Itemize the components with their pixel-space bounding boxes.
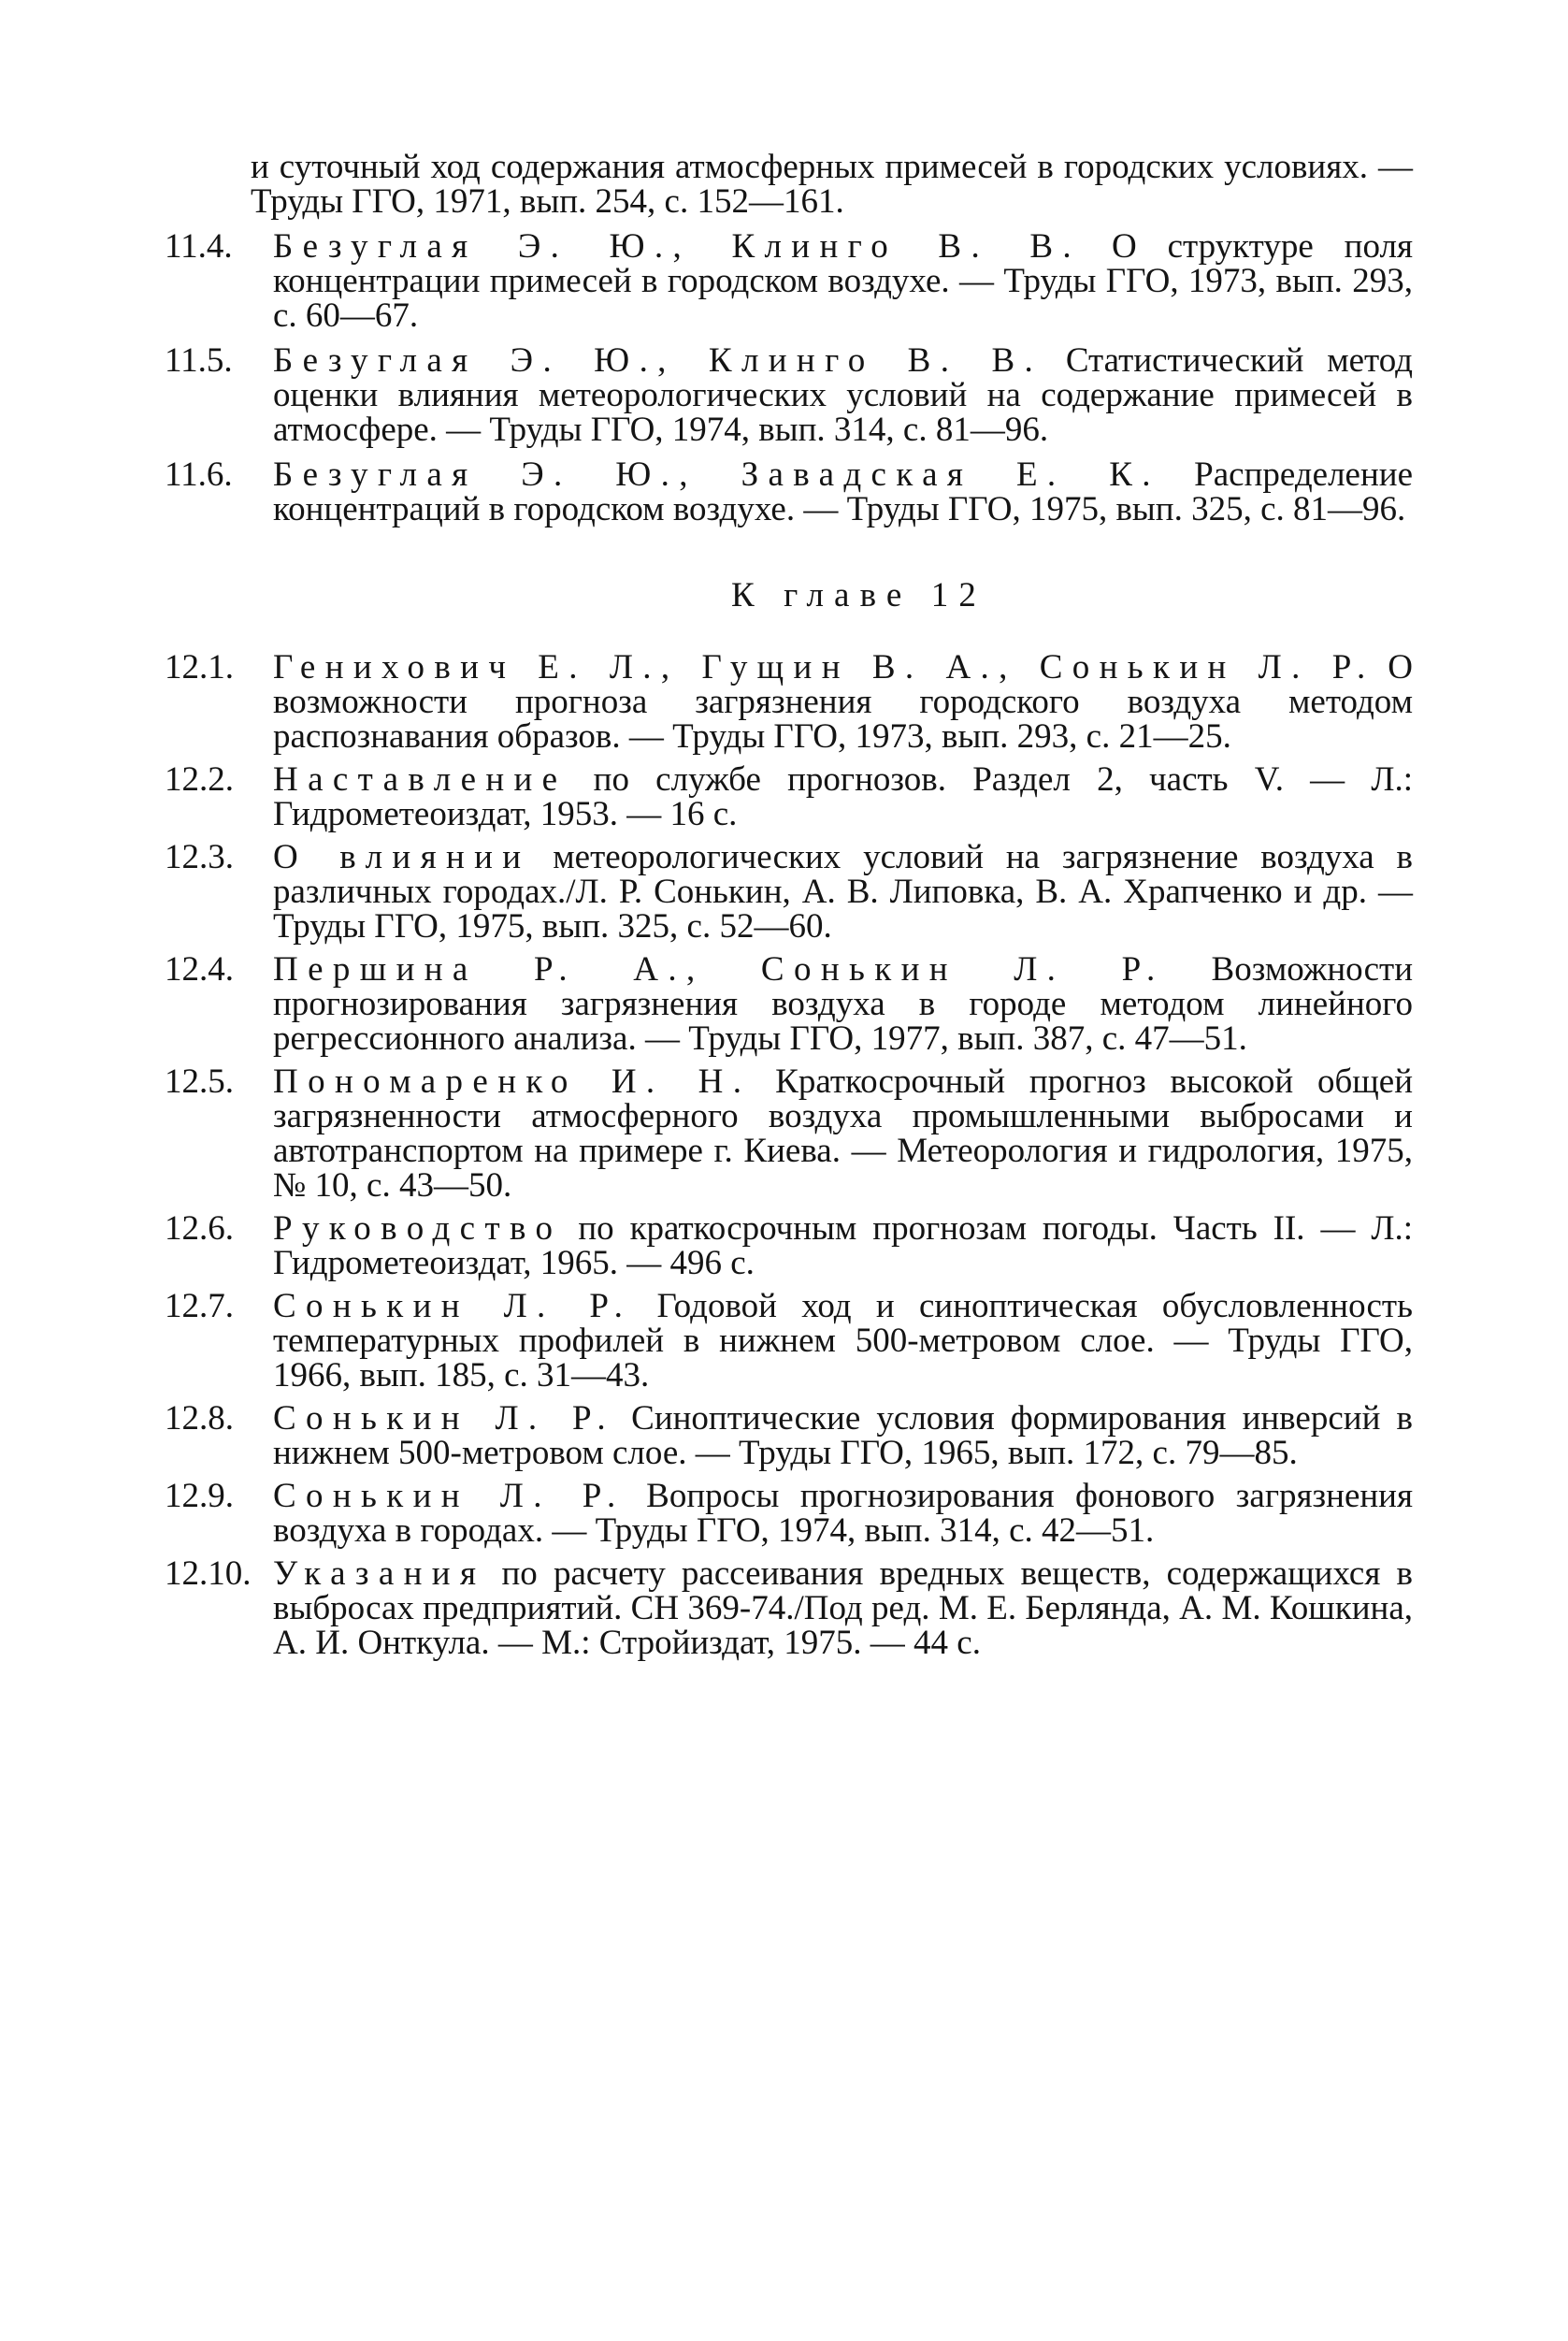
reference-entry <box>165 650 1413 754</box>
reference-entry <box>165 343 1413 447</box>
reference-author: Указания <box>273 1554 486 1593</box>
reference-text: Краткосрочный прогноз высокой общей загрязненности атмосферного воздуха промышленными выбросами и автотранспортом на примере г. Киева. — Метеорология и гидрология, 1975, № 10, с. 43—50. <box>273 1062 1413 1205</box>
reference-author: О влиянии <box>273 838 531 876</box>
reference-number: 12.6. <box>165 1209 234 1248</box>
reference-entry <box>165 952 1413 1056</box>
reference-entry <box>165 840 1413 944</box>
reference-author: Сонькин Л. Р. <box>273 1399 615 1438</box>
reference-author: Сонькин Л. Р. <box>273 1287 633 1325</box>
reference-author: Руководство <box>273 1209 563 1248</box>
reference-number: 11.4. <box>165 227 233 266</box>
reference-number: 12.5. <box>165 1062 234 1101</box>
reference-author: Пономаренко И. Н. <box>273 1062 752 1101</box>
reference-number: 11.5. <box>165 341 233 380</box>
reference-entry <box>165 229 1413 333</box>
reference-text: Годовой ход и синоптическая обусловленность температурных профилей в нижнем 500-метровом слое. — Труды ГГО, 1966, вып. 185, с. 31—43. <box>273 1287 1413 1394</box>
reference-number: 12.4. <box>165 950 234 989</box>
reference-entry <box>165 1479 1413 1548</box>
reference-number: 12.9. <box>165 1477 234 1515</box>
reference-entry <box>165 762 1413 831</box>
reference-entry <box>165 1556 1413 1660</box>
reference-author: Сонькин Л. Р. <box>273 1477 626 1515</box>
reference-author: Безуглая Э. Ю., Клинго В. В. <box>273 227 1081 266</box>
reference-number: 12.7. <box>165 1287 234 1325</box>
reference-text: О структуре поля концентрации примесей в городском воздухе. — Труды ГГО, 1973, вып. 293, с. 60—67. <box>273 227 1413 335</box>
reference-author: Безуглая Э. Ю., Завадская Е. К. <box>273 455 1160 494</box>
reference-entry <box>165 1289 1413 1393</box>
reference-text: Распределение концентраций в городском воздухе. — Труды ГГО, 1975, вып. 325, с. 81—96. <box>273 455 1413 528</box>
reference-number: 12.1. <box>165 648 234 686</box>
reference-text: О возможности прогноза загрязнения городского воздуха методом распознавания образов. — Труды ГГО, 1973, вып. 293, с. 21—25. <box>273 648 1413 756</box>
reference-text: по расчету рассеивания вредных веществ, содержащихся в выбросах предприятий. СН 369-74./Под ред. М. Е. Берлянда, А. М. Кошкина, А. И. Онткула. — М.: Стройиздат, 1975. — 44 с. <box>273 1554 1413 1662</box>
reference-text: Статистический метод оценки влияния метеорологических условий на содержание примесей в атмосфере. — Труды ГГО, 1974, вып. 314, с. 81—96. <box>273 341 1413 449</box>
reference-text: метеорологических условий на загрязнение воздуха в различных городах./Л. Р. Сонькин, А. В. Липовка, В. А. Храпченко и др. — Труды ГГО, 1975, вып. 325, с. 52—60. <box>273 838 1413 946</box>
reference-entry <box>165 1401 1413 1470</box>
reference-text: Синоптические условия формирования инверсий в нижнем 500-метровом слое. — Труды ГГО, 1965, вып. 172, с. 79—85. <box>273 1399 1413 1472</box>
reference-author: Першина Р. А., Сонькин Л. Р. <box>273 950 1165 989</box>
chapter-heading: К главе 12 <box>730 576 987 614</box>
reference-entry <box>165 1211 1413 1280</box>
reference-author: Генихович Е. Л., Гущин В. А., Сонькин Л. Р. <box>273 648 1375 686</box>
reference-number: 12.3. <box>165 838 234 876</box>
reference-number: 12.10. <box>165 1554 252 1593</box>
reference-number: 12.2. <box>165 760 234 799</box>
reference-list-page <box>165 150 1413 1660</box>
reference-entry <box>165 1064 1413 1203</box>
reference-author: Наставление <box>273 760 568 799</box>
reference-text: по краткосрочным прогнозам погоды. Часть II. — Л.: Гидрометеоиздат, 1965. — 496 с. <box>273 1209 1413 1282</box>
continued-reference: и суточный ход содержания атмосферных примесей в городских условиях. — Труды ГГО, 1971, вып. 254, с. 152—161. <box>251 148 1413 221</box>
reference-number: 12.8. <box>165 1399 234 1438</box>
reference-text: по службе прогнозов. Раздел 2, часть V. — Л.: Гидрометеоиздат, 1953. — 16 с. <box>273 760 1413 833</box>
reference-author: Безуглая Э. Ю., Клинго В. В. <box>273 341 1043 380</box>
reference-entry <box>165 457 1413 527</box>
reference-text: Вопросы прогнозирования фонового загрязнения воздуха в городах. — Труды ГГО, 1974, вып. 314, с. 42—51. <box>273 1477 1413 1550</box>
reference-text: Возможности прогнозирования загрязнения воздуха в городе методом линейного регрессионного анализа. — Труды ГГО, 1977, вып. 387, с. 47—51. <box>273 950 1413 1058</box>
reference-number: 11.6. <box>165 455 233 494</box>
